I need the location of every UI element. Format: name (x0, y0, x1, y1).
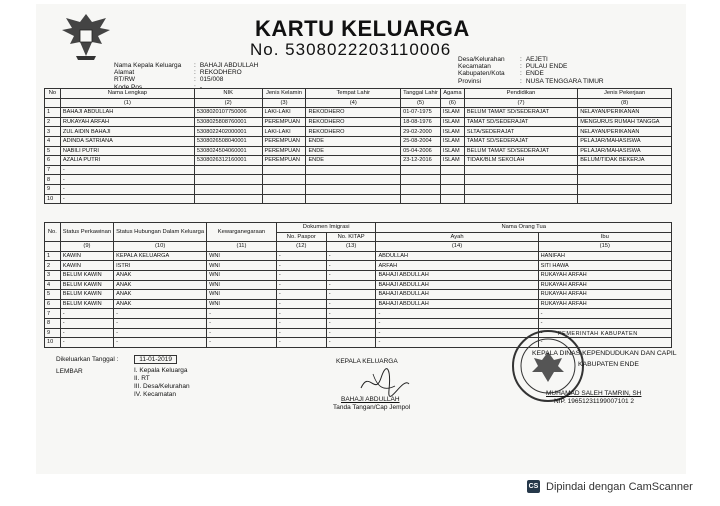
table-cell: BELUM KAWIN (60, 270, 113, 280)
info-value: NUSA TENGGARA TIMUR (525, 77, 604, 85)
table2-col-number: (9) (60, 242, 113, 252)
table-cell: - (326, 251, 376, 261)
table-cell (262, 184, 306, 194)
table1-header: Pendidikan (464, 89, 577, 99)
table-row (45, 261, 672, 271)
table-cell: RUKAYAH ARFAH (538, 270, 671, 280)
th-status-perkawinan: Status Perkawinan (60, 223, 113, 242)
table-cell: RUKAYAH ARFAH (538, 299, 671, 309)
table-cell: WNI (207, 270, 277, 280)
table-cell: - (538, 309, 671, 319)
info-label: Kode Pos (114, 83, 143, 91)
table-cell: 5308025808760001 (194, 117, 262, 127)
table-cell: WNI (207, 299, 277, 309)
th-no: No. (45, 223, 61, 242)
table-cell: - (326, 328, 376, 338)
table-cell: TAMAT SD/SEDERAJAT (464, 136, 577, 146)
table-cell: ISLAM (440, 146, 464, 156)
table-cell: 2 (45, 117, 61, 127)
table-cell: 5308026312160001 (194, 156, 262, 166)
table-cell: - (538, 318, 671, 328)
table-cell: - (114, 309, 207, 319)
table-cell: - (376, 318, 538, 328)
table-cell: - (60, 338, 113, 348)
table-cell: - (326, 261, 376, 271)
table-cell (194, 175, 262, 185)
garuda-emblem-icon (56, 10, 116, 62)
table-row (45, 108, 672, 118)
table-cell: - (276, 338, 326, 348)
official-nip: NIP. 19651231199007101 2 (554, 398, 635, 405)
table-cell: - (376, 338, 538, 348)
table-cell: 01-07-1975 (401, 108, 441, 118)
table-cell: ENDE (306, 146, 401, 156)
table-cell: 1 (45, 251, 61, 261)
table-cell (262, 165, 306, 175)
th-ibu: Ibu (538, 232, 671, 242)
th-kewarganegaraan: Kewarganegaraan (207, 223, 277, 242)
table-cell: 3 (45, 127, 61, 137)
table-cell: - (276, 261, 326, 271)
table-cell: 5308024504060001 (194, 146, 262, 156)
table1-header: Tempat Lahir (306, 89, 401, 99)
table-cell (440, 194, 464, 204)
document-title: KARTU KELUARGA (255, 16, 470, 41)
camscanner-watermark (527, 480, 693, 493)
table-cell: - (326, 299, 376, 309)
table-row (45, 136, 672, 146)
table-cell (194, 194, 262, 204)
table-cell: - (276, 280, 326, 290)
table-cell: 18-08-1976 (401, 117, 441, 127)
table-cell: NELAYAN/PERIKANAN (578, 127, 672, 137)
camscanner-icon: CS (527, 480, 540, 493)
table-cell: REKODHERO (306, 127, 401, 137)
table-cell (262, 175, 306, 185)
dinas-line-1: KEPALA DINAS KEPENDUDUKAN DAN CAPIL (532, 350, 677, 357)
table-cell: BELUM TAMAT SD/SEDERAJAT (464, 146, 577, 156)
table-cell: ADINDA SATRIANA (60, 136, 194, 146)
table-row (45, 299, 672, 309)
table-row (45, 127, 672, 137)
table-cell: RUKAYAH ARFAH (538, 290, 671, 300)
table-cell: BELUM KAWIN (60, 280, 113, 290)
table-row (45, 184, 672, 194)
table-cell: ANAK (114, 299, 207, 309)
table-cell: 7 (45, 309, 61, 319)
table1-header: Jenis Kelamin (262, 89, 306, 99)
table-cell: - (326, 309, 376, 319)
dinas-line-2: KABUPATEN ENDE (578, 361, 639, 368)
table-cell: RUKAYAH ARFAH (538, 280, 671, 290)
table-cell: KAWIN (60, 261, 113, 271)
table-cell: ENDE (306, 156, 401, 166)
info-label: Kecamatan (458, 63, 491, 71)
table-row (45, 175, 672, 185)
table1-col-number: (8) (578, 98, 672, 108)
th-dokumen-imigrasi: Dokumen Imigrasi (276, 223, 376, 233)
kk-number: No. 5308022203110006 (250, 40, 452, 59)
table-cell: - (60, 184, 194, 194)
table-cell: 10 (45, 338, 61, 348)
table-cell: PEREMPUAN (262, 136, 306, 146)
table-cell: 7 (45, 165, 61, 175)
table-cell (578, 184, 672, 194)
table-cell: - (276, 309, 326, 319)
table2-col-number: (11) (207, 242, 277, 252)
table-row (45, 270, 672, 280)
table-cell (578, 165, 672, 175)
signature-caption: Tanda Tangan/Cap Jempol (333, 404, 411, 411)
table-cell: HANIFAH (538, 251, 671, 261)
table1-col-number: (2) (194, 98, 262, 108)
table-cell: - (60, 165, 194, 175)
table-cell: - (276, 270, 326, 280)
table-cell: - (276, 251, 326, 261)
table1-header: NIK (194, 89, 262, 99)
table-cell (306, 184, 401, 194)
table-cell: - (60, 309, 113, 319)
table-cell: 25-08-2004 (401, 136, 441, 146)
table1-header: Jenis Pekerjaan (578, 89, 672, 99)
table1-col-number: (1) (60, 98, 194, 108)
table-cell: ISTRI (114, 261, 207, 271)
official-name: MUHAMAD SALEH TAMRIN, SH (546, 390, 642, 397)
table-cell (464, 184, 577, 194)
table-cell: - (60, 194, 194, 204)
table-cell: PELAJAR/MAHASISWA (578, 136, 672, 146)
table-cell: 5308020107750006 (194, 108, 262, 118)
table1-col-number: (6) (440, 98, 464, 108)
table-row (45, 251, 672, 261)
table2-col-number: (10) (114, 242, 207, 252)
table-cell: BELUM KAWIN (60, 290, 113, 300)
th-status-hubungan: Status Hubungan Dalam Keluarga (114, 223, 207, 242)
table2-col-number: (12) (276, 242, 326, 252)
table-cell: NABILI PUTRI (60, 146, 194, 156)
table1-col-number: (5) (401, 98, 441, 108)
table-cell: LAKI-LAKI (262, 108, 306, 118)
table-cell: BAHAJI ABDULLAH (60, 108, 194, 118)
table-cell (306, 175, 401, 185)
lembar-item: IV. Kecamatan (134, 391, 177, 398)
table-cell: 4 (45, 136, 61, 146)
table-cell: - (114, 328, 207, 338)
table2-col-number (45, 242, 61, 252)
table-cell: - (326, 338, 376, 348)
issued-date (56, 356, 177, 363)
table-cell: ANAK (114, 270, 207, 280)
table-cell: 5308022402000001 (194, 127, 262, 137)
stamp-text: PEMERINTAH KABUPATEN (558, 331, 638, 337)
table-cell (401, 184, 441, 194)
kepala-keluarga-name: BAHAJI ABDULLAH (341, 396, 400, 403)
table-cell (464, 175, 577, 185)
table-cell: - (276, 318, 326, 328)
lembar-list (134, 367, 190, 399)
table-cell: ABDULLAH (376, 251, 538, 261)
table-cell: BELUM KAWIN (60, 299, 113, 309)
table-cell: 6 (45, 299, 61, 309)
table-cell: BAHAJI ABDULLAH (376, 299, 538, 309)
th-no-kitap: No. KITAP (326, 232, 376, 242)
table1-col-number (45, 98, 61, 108)
table-cell: - (207, 338, 277, 348)
table-cell: 10 (45, 194, 61, 204)
table-cell: - (207, 328, 277, 338)
table-cell: KEPALA KELUARGA (114, 251, 207, 261)
table-cell: REKODHERO (306, 117, 401, 127)
table-cell (440, 165, 464, 175)
table-cell: 3 (45, 270, 61, 280)
table-cell: ANAK (114, 280, 207, 290)
table-cell: ISLAM (440, 117, 464, 127)
table1-col-number: (3) (262, 98, 306, 108)
table-cell: 29-02-2000 (401, 127, 441, 137)
table-cell: ISLAM (440, 136, 464, 146)
table1-header: Agama (440, 89, 464, 99)
table-row (45, 117, 672, 127)
table-cell: - (276, 328, 326, 338)
table1-header: No (45, 89, 61, 99)
table2-col-number: (14) (376, 242, 538, 252)
table-cell: - (276, 299, 326, 309)
table-cell: 4 (45, 280, 61, 290)
table-cell (306, 194, 401, 204)
table-cell (578, 194, 672, 204)
table-cell: PELAJAR/MAHASISWA (578, 146, 672, 156)
th-nama-orang-tua: Nama Orang Tua (376, 223, 672, 233)
table-cell: - (114, 318, 207, 328)
table1-col-number: (4) (306, 98, 401, 108)
table-cell: 5 (45, 290, 61, 300)
table-cell: 5 (45, 146, 61, 156)
info-value: 015/008 (199, 76, 224, 84)
table-row (45, 309, 672, 319)
lembar-item: II. RT (134, 375, 150, 382)
table-cell (306, 165, 401, 175)
th-no-paspor: No. Paspor (276, 232, 326, 242)
table-cell (401, 165, 441, 175)
table-row (45, 280, 672, 290)
table1-col-number: (7) (464, 98, 577, 108)
info-label: RT/RW (114, 76, 136, 84)
table-cell: ISLAM (440, 108, 464, 118)
table-cell: - (538, 338, 671, 348)
table-cell: - (376, 328, 538, 338)
lembar-item: III. Desa/Kelurahan (134, 383, 190, 390)
table-cell: TAMAT SD/SEDERAJAT (464, 117, 577, 127)
table-cell: NELAYAN/PERIKANAN (578, 108, 672, 118)
table-row (45, 318, 672, 328)
info-label: Nama Kepala Keluarga (114, 62, 182, 69)
table-cell: 05-04-2006 (401, 146, 441, 156)
kepala-keluarga-label: KEPALA KELUARGA (336, 358, 398, 365)
table-cell: 2 (45, 261, 61, 271)
table-cell: - (207, 318, 277, 328)
table-cell: KAWIN (60, 251, 113, 261)
left-info: Nama Kepala Keluarga : BAHAJI ABDULLAH Alamat : REKODHERO RT/RW : 015/008 Kode Pos : - (114, 62, 259, 91)
table-cell: PEREMPUAN (262, 117, 306, 127)
table-cell: - (326, 280, 376, 290)
table-cell: PEREMPUAN (262, 146, 306, 156)
table-cell: 9 (45, 184, 61, 194)
table-cell: WNI (207, 280, 277, 290)
table-cell: - (60, 175, 194, 185)
table-cell: 5308026508040001 (194, 136, 262, 146)
family-members-table (44, 88, 672, 204)
table-cell: - (276, 290, 326, 300)
table2-col-number: (13) (326, 242, 376, 252)
table-cell: ARFAH (376, 261, 538, 271)
table-cell: AZALIA PUTRI (60, 156, 194, 166)
table-cell: ENDE (306, 136, 401, 146)
issued-date-value: 11-01-2019 (134, 355, 177, 364)
info-value: AEJETI (525, 56, 548, 63)
right-info: Desa/Kelurahan : AEJETI Kecamatan : PULAU ENDE Kabupaten/Kota : ENDE Provinsi : NUSA TENGGARA TIMUR (458, 56, 604, 85)
table-cell: - (376, 309, 538, 319)
table-cell: 8 (45, 175, 61, 185)
table-cell: - (60, 328, 113, 338)
table-cell (262, 194, 306, 204)
table-cell (194, 165, 262, 175)
table-cell: 9 (45, 328, 61, 338)
table-cell: SLTA/SEDERAJAT (464, 127, 577, 137)
info-value: PULAU ENDE (525, 63, 568, 71)
table-cell (464, 165, 577, 175)
table-cell (440, 175, 464, 185)
table-cell: TIDAK/BLM SEKOLAH (464, 156, 577, 166)
table-cell: WNI (207, 261, 277, 271)
table-cell: 8 (45, 318, 61, 328)
info-value: BAHAJI ABDULLAH (199, 62, 259, 69)
table-row (45, 290, 672, 300)
info-label: Desa/Kelurahan (458, 56, 505, 63)
info-label: Kabupaten/Kota (458, 70, 505, 78)
table-cell: PEREMPUAN (262, 156, 306, 166)
table-cell (464, 194, 577, 204)
table-cell (401, 194, 441, 204)
table-cell: ANAK (114, 290, 207, 300)
table-row (45, 194, 672, 204)
table-cell: WNI (207, 290, 277, 300)
table-cell: - (326, 318, 376, 328)
table-cell: - (60, 318, 113, 328)
table-row (45, 146, 672, 156)
table-cell: BAHAJI ABDULLAH (376, 290, 538, 300)
table-cell: ZUL AIDIN BAHAJI (60, 127, 194, 137)
table-cell: SITI HAWA (538, 261, 671, 271)
table-cell: BAHAJI ABDULLAH (376, 280, 538, 290)
table-cell (194, 184, 262, 194)
table1-header: Tanggal Lahir (401, 89, 441, 99)
table-cell: - (326, 290, 376, 300)
table-cell: ISLAM (440, 127, 464, 137)
table-cell (578, 175, 672, 185)
table-cell: - (114, 338, 207, 348)
table-cell: REKODHERO (306, 108, 401, 118)
info-label: Alamat (114, 69, 135, 77)
table-cell: - (326, 270, 376, 280)
info-value: ENDE (525, 70, 544, 78)
table-cell (440, 184, 464, 194)
table-cell: - (538, 328, 671, 338)
table-cell: WNI (207, 251, 277, 261)
table-row (45, 165, 672, 175)
table1-header: Nama Lengkap (60, 89, 194, 99)
table-cell: 6 (45, 156, 61, 166)
table-cell: RUKAYAH ARFAH (60, 117, 194, 127)
lembar-label: LEMBAR (56, 368, 83, 375)
lembar-item: I. Kepala Keluarga (134, 367, 188, 374)
camscanner-text: Dipindai dengan CamScanner (546, 480, 693, 493)
info-label: Provinsi (458, 77, 482, 85)
signature-icon (355, 366, 415, 400)
table-cell: BELUM TAMAT SD/SEDERAJAT (464, 108, 577, 118)
table-cell: - (207, 309, 277, 319)
info-value: - (199, 83, 202, 91)
issued-date-label: Dikeluarkan Tanggal : (56, 356, 119, 363)
table-cell: BELUM/TIDAK BEKERJA (578, 156, 672, 166)
table2-col-number: (15) (538, 242, 671, 252)
info-value: REKODHERO (199, 69, 242, 77)
table-cell (401, 175, 441, 185)
table-cell: BAHAJI ABDULLAH (376, 270, 538, 280)
table-cell: MENGURUS RUMAH TANGGA (578, 117, 672, 127)
table-cell: LAKI-LAKI (262, 127, 306, 137)
table-cell: ISLAM (440, 156, 464, 166)
table-row (45, 156, 672, 166)
table-cell: 1 (45, 108, 61, 118)
th-ayah: Ayah (376, 232, 538, 242)
table-cell: 23-12-2016 (401, 156, 441, 166)
